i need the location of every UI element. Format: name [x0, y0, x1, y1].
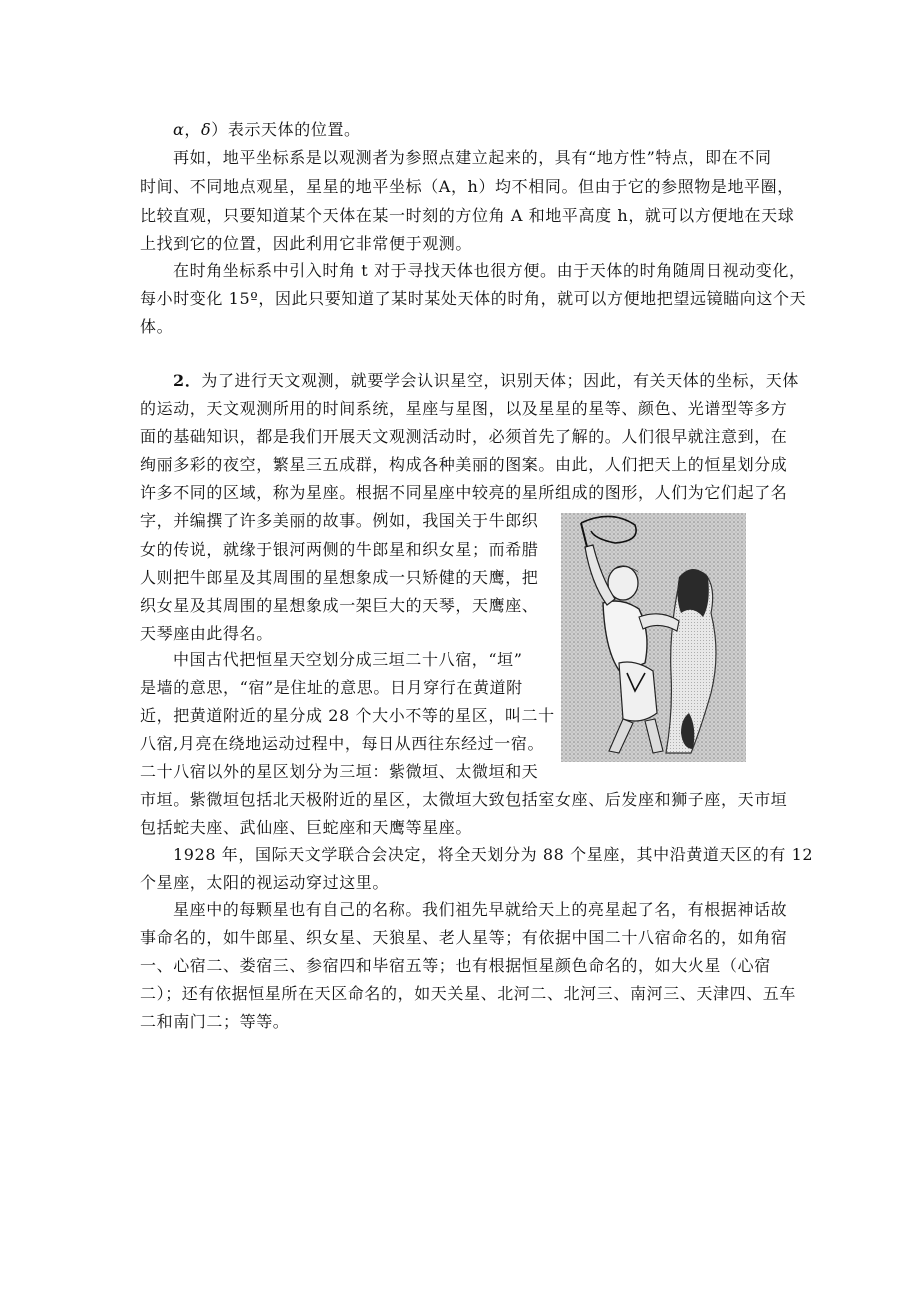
- text-line: 一、心宿二、娄宿三、参宿四和毕宿五等；也有根据恒星颜色命名的，如大火星（心宿: [140, 956, 771, 975]
- text-line: 绚丽多彩的夜空，繁星三五成群，构成各种美丽的图案。由此，人们把天上的恒星划分成: [140, 455, 788, 474]
- text-line: 事命名的，如牛郎星、织女星、天狼星、老人星等；有依据中国二十八宿命名的，如角宿: [140, 928, 788, 947]
- text-line: 星座中的每颗星也有自己的名称。我们祖先早就给天上的亮星起了名，有根据神话故: [173, 900, 788, 919]
- text-line: 的运动，天文观测所用的时间系统，星座与星图，以及星星的星等、颜色、光谱型等多方: [140, 399, 788, 418]
- text-line: 八宿,月亮在绕地运动过程中，每日从西往东经过一宿。: [140, 734, 545, 753]
- illustration-art: [561, 513, 746, 762]
- text-line: 字，并编撰了许多美丽的故事。例如，我国关于牛郎织: [140, 511, 539, 530]
- text-line: 织女星及其周围的星想象成一架巨大的天琴，天鹰座、: [140, 596, 539, 615]
- text-line: 是墙的意思，“宿”是住址的意思。日月穿行在黄道附: [140, 678, 523, 697]
- text-line: 体。: [140, 317, 174, 336]
- text-line: 时间、不同地点观星，星星的地平坐标（A，h）均不相同。但由于它的参照物是地平圈，: [140, 177, 794, 196]
- text-line: 2．为了进行天文观测，就要学会认识星空，识别天体；因此，有关天体的坐标，天体: [173, 371, 799, 390]
- text-line: 个星座，太阳的视运动穿过这里。: [140, 873, 390, 892]
- text-line: 二十八宿以外的星区划分为三垣：紫微垣、太微垣和天: [140, 762, 539, 781]
- text-line: 人则把牛郎星及其周围的星想象成一只矫健的天鹰，把: [140, 568, 539, 587]
- section-number: 2．: [173, 371, 202, 390]
- text-line: 每小时变化 15º，因此只要知道了某时某处天体的时角，就可以方便地把望远镜瞄向这个天: [140, 289, 807, 308]
- text-line: 中国古代把恒星天空划分成三垣二十八宿，“垣”: [173, 650, 523, 669]
- text-line: 面的基础知识，都是我们开展天文观测活动时，必须首先了解的。人们很早就注意到，在: [140, 427, 788, 446]
- cowherd-weaver-illustration: [561, 513, 746, 762]
- text-line: 天琴座由此得名。: [140, 624, 273, 643]
- text-line: 二和南门二；等等。: [140, 1012, 290, 1031]
- text-line: 上找到它的位置，因此利用它非常便于观测。: [140, 234, 473, 253]
- text-line: 二）；还有依据恒星所在天区命名的，如天关星、北河二、北河三、南河三、天津四、五车: [140, 984, 797, 1003]
- text-line: 再如，地平坐标系是以观测者为参照点建立起来的，具有“地方性”特点，即在不同: [173, 148, 772, 167]
- text-line: α，δ）表示天体的位置。: [173, 120, 361, 139]
- text-line: 许多不同的区域，称为星座。根据不同星座中较亮的星所组成的图形，人们为它们起了名: [140, 483, 788, 502]
- text-line: 1928 年，国际天文学联合会决定，将全天划分为 88 个星座，其中沿黄道天区的有 12: [173, 845, 814, 864]
- text-line: 近，把黄道附近的星分成 28 个大小不等的星区，叫二十: [140, 706, 555, 725]
- text-line: 市垣。紫微垣包括北天极附近的星区，太微垣大致包括室女座、后发座和狮子座，天市垣: [140, 790, 788, 809]
- delta-symbol: δ: [201, 120, 212, 139]
- text-line: 比较直观，只要知道某个天体在某一时刻的方位角 A 和地平高度 h，就可以方便地在天球: [140, 206, 795, 225]
- text-line: 包括蛇夫座、武仙座、巨蛇座和天鹰等星座。: [140, 818, 473, 837]
- text-line: 女的传说，就缘于银河两侧的牛郎星和织女星；而希腊: [140, 540, 539, 559]
- alpha-symbol: α: [173, 120, 185, 139]
- text-line: 在时角坐标系中引入时角 t 对于寻找天体也很方便。由于天体的时角随周日视动变化，: [173, 261, 806, 280]
